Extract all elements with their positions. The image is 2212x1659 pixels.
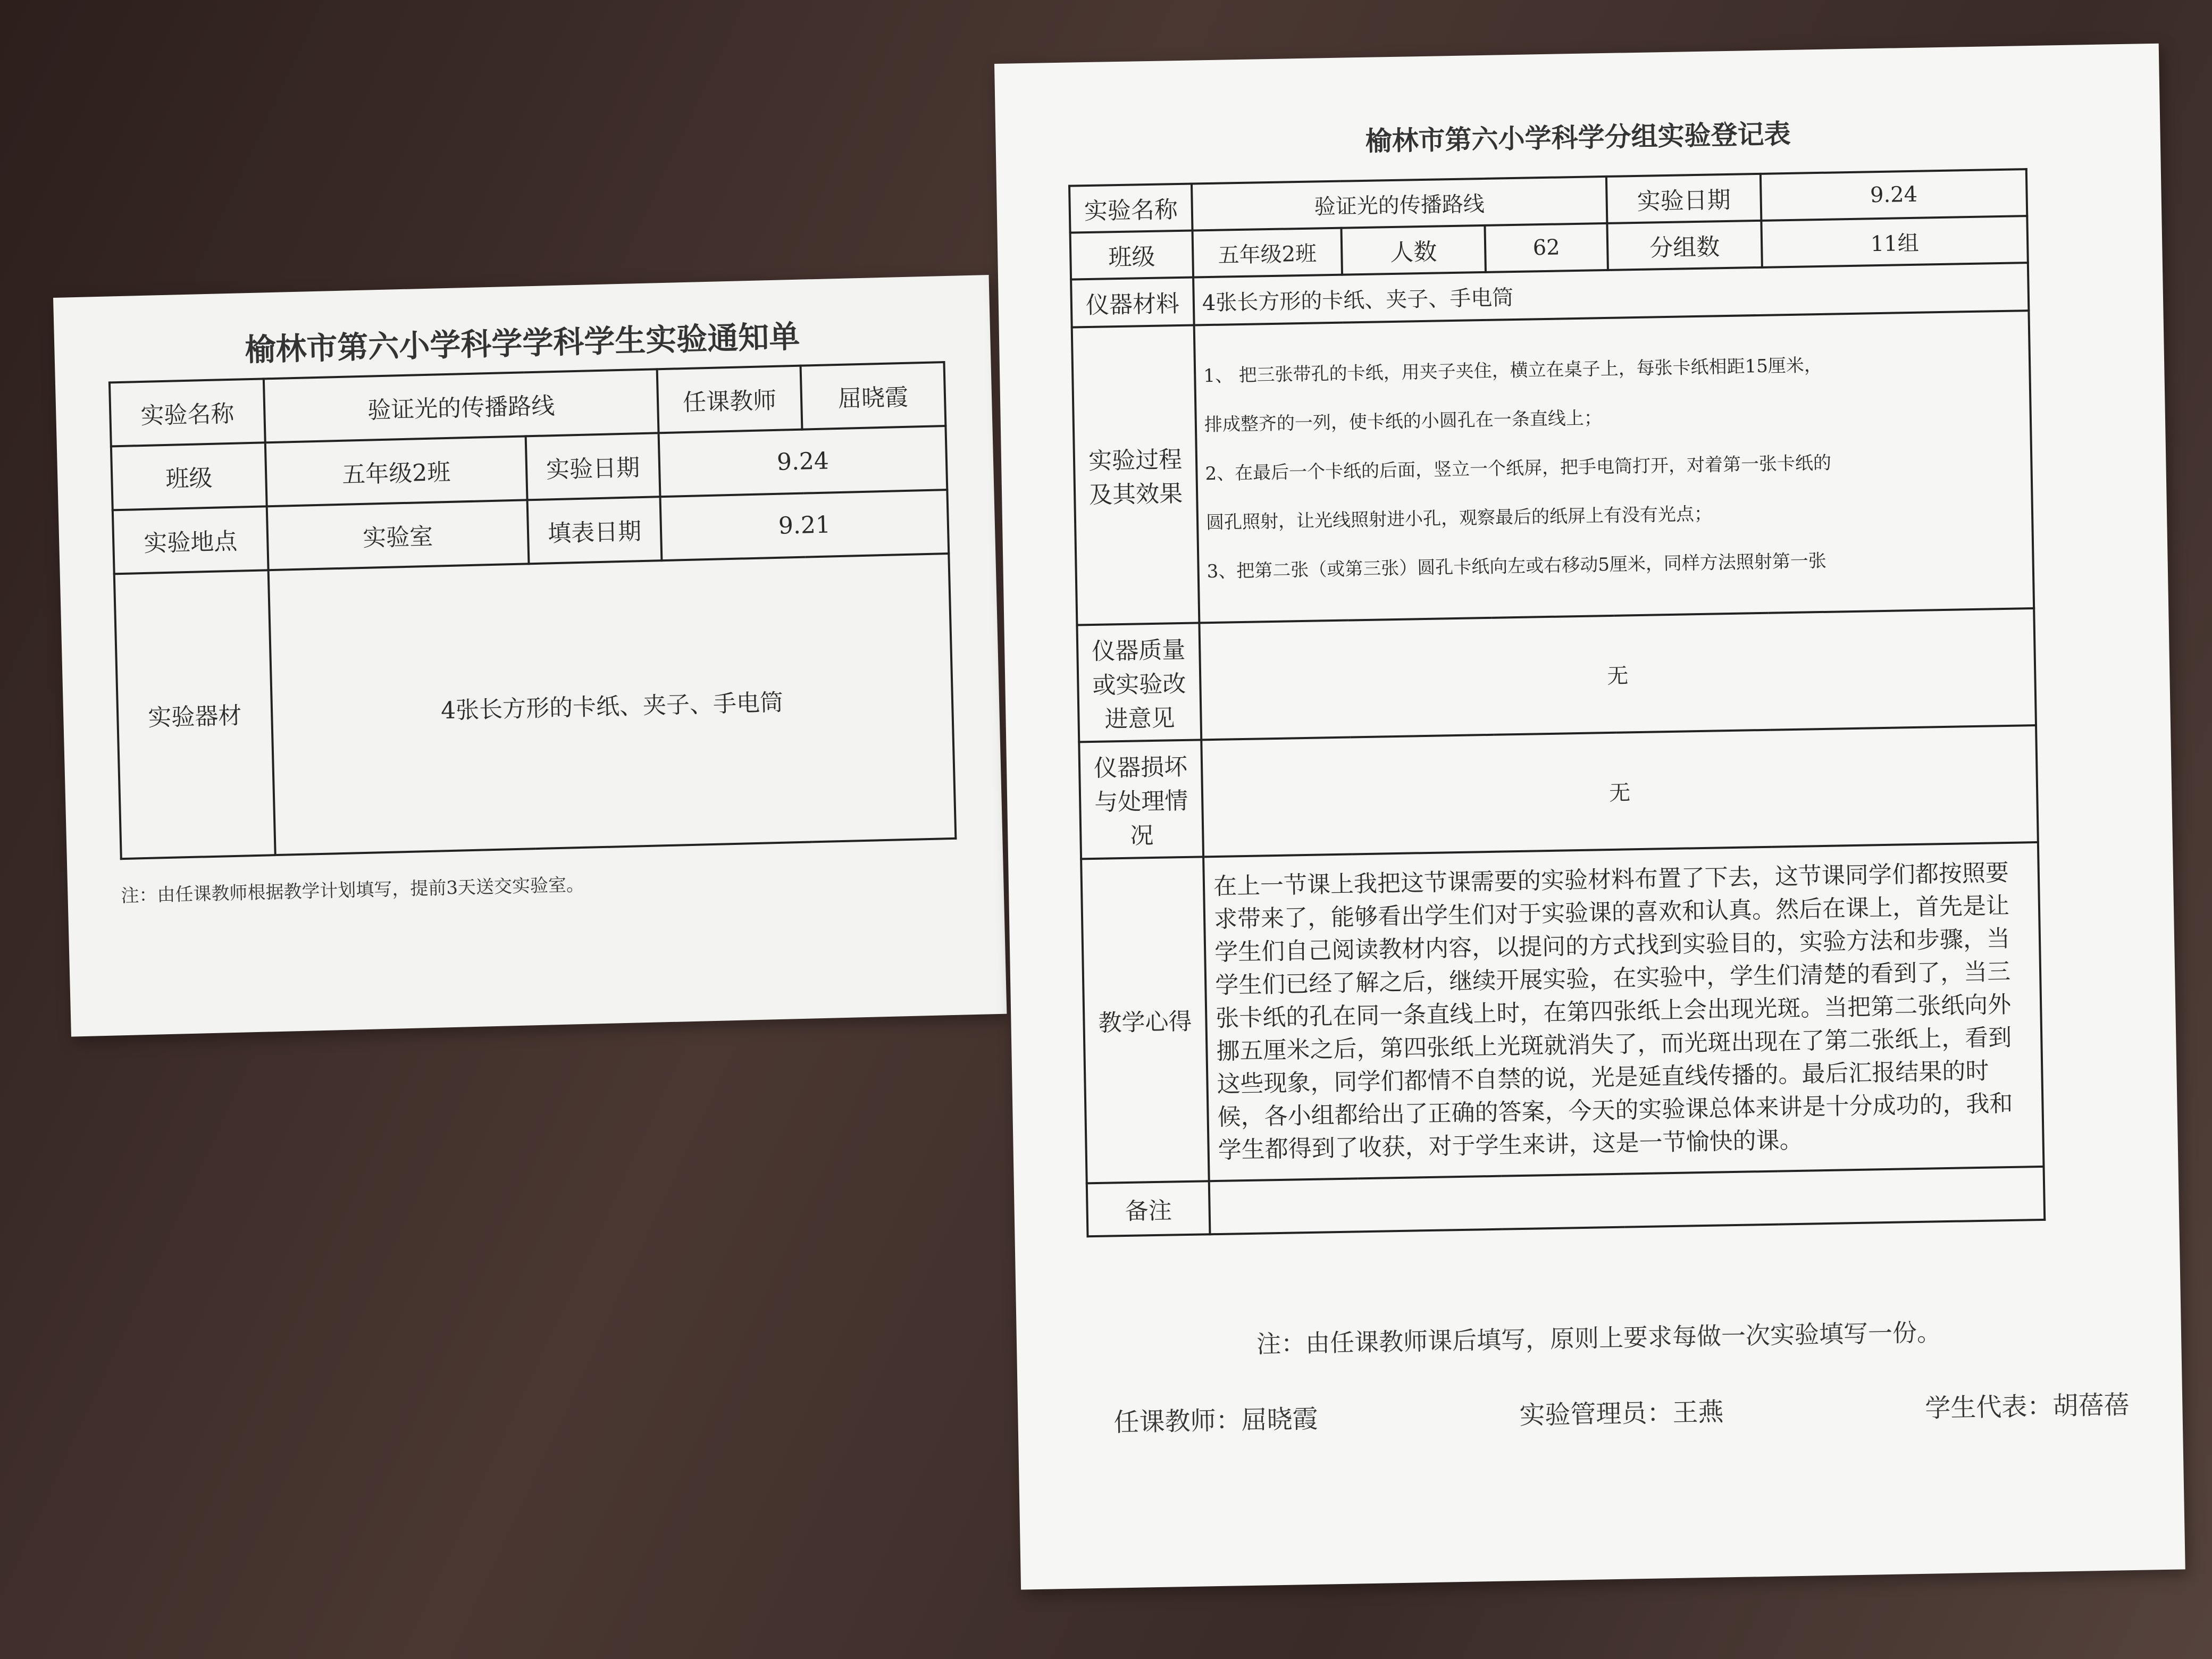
process-steps <box>1194 311 2034 623</box>
teacher-value: 屈晓霞 <box>801 362 946 430</box>
process-step: 圆孔照射，让光线照射进小孔，观察最后的纸屏上有没有光点； <box>1205 503 1713 534</box>
notification-sheet <box>53 275 1007 1037</box>
process-label: 实验过程及其效果 <box>1072 325 1200 625</box>
fill-date-label: 填表日期 <box>527 497 662 564</box>
process-step: 3、把第二张（或第三张）圆孔卡纸向左或右移动5厘米，同样方法照射第一张 <box>1206 550 1827 583</box>
teacher-signature: 任课教师：屈晓霞 <box>1113 1404 1319 1438</box>
class-label: 班级 <box>1070 231 1194 280</box>
sheet-title: 榆林市第六小学科学分组实验登记表 <box>1365 118 1791 157</box>
sheet-title: 榆林市第六小学科学学科学生实验通知单 <box>244 318 801 368</box>
exp-date-value: 9.24 <box>659 426 948 497</box>
process-step: 1、 把三张带孔的卡纸，用夹子夹住，横立在桌子上，每张卡纸相距15厘米， <box>1203 354 1823 387</box>
exp-name-value: 验证光的传播路线 <box>1192 177 1607 231</box>
exp-name-label: 实验名称 <box>110 379 265 446</box>
reflection-text: 在上一节课上我把这节课需要的实验材料布置了下去，这节课同学们都按照要求带来了，能够看出学生们对于实验课的喜欢和认真。然后在课上，首先是让学生们自己阅读教材内容，以提问的方式找到实验目的，实验方法和步骤，当学生们已经了解之后，继续开展实验，在实验中，学生们清楚的看到了，当三张卡纸的孔在同一条直线上时，在第四张纸上会出现光斑。当把第二张纸向外挪五厘米之后，第四张纸上光斑就消失了，而光斑出现在了第二张纸上，看到这些现象，同学们都情不自禁的说，光是延直线传播的。最后汇报结果的时候，各小组都给出了正确的答案，今天的实验课总体来讲是十分成功的，我和学生都得到了收获，对于学生来讲，这是一节愉快的课。 <box>1203 842 2043 1181</box>
process-step: 2、在最后一个卡纸的后面，竖立一个纸屏，把手电筒打开，对着第一张卡纸的 <box>1205 452 1832 485</box>
signature-line <box>1113 1384 2130 1438</box>
groups-value: 11组 <box>1761 216 2027 267</box>
fill-date-value: 9.21 <box>660 490 949 560</box>
process-step: 排成整齐的一列，使卡纸的小圆孔在一条直线上； <box>1204 407 1603 436</box>
count-label: 人数 <box>1341 225 1485 275</box>
reflection-label: 教学心得 <box>1081 857 1209 1183</box>
count-value: 62 <box>1485 223 1608 272</box>
student-signature: 学生代表：胡蓓蓓 <box>1924 1390 2130 1423</box>
registration-sheet <box>994 44 2185 1590</box>
location-label: 实验地点 <box>113 506 269 574</box>
footnote: 注：由任课教师根据教学计划填写，提前3天送交实验室。 <box>121 874 585 907</box>
damage-value: 无 <box>1201 725 2038 857</box>
footnote: 注：由任课教师课后填写，原则上要求每做一次实验填写一份。 <box>1256 1318 1942 1359</box>
exp-date-label: 实验日期 <box>1606 174 1761 223</box>
class-value: 五年级2班 <box>1193 228 1342 278</box>
quality-label: 仪器质量或实验改进意见 <box>1077 623 1201 742</box>
location-value: 实验室 <box>267 500 529 570</box>
materials-value: 4张长方形的卡纸、夹子、手电筒 <box>1193 263 2029 325</box>
remarks-label: 备注 <box>1087 1181 1210 1236</box>
groups-label: 分组数 <box>1607 221 1762 270</box>
quality-value: 无 <box>1199 608 2036 740</box>
admin-signature: 实验管理员：王燕 <box>1519 1397 1724 1431</box>
teacher-label: 任课教师 <box>657 366 802 433</box>
exp-date-label: 实验日期 <box>526 433 660 500</box>
exp-name-label: 实验名称 <box>1069 184 1193 233</box>
equipment-label: 实验器材 <box>114 570 275 859</box>
class-label: 班级 <box>111 442 267 510</box>
damage-label: 仪器损坏与处理情况 <box>1079 740 1203 859</box>
equipment-value: 4张长方形的卡纸、夹子、手电筒 <box>269 554 956 855</box>
materials-label: 仪器材料 <box>1071 278 1194 328</box>
exp-date-value: 9.24 <box>1761 169 2027 221</box>
registration-table <box>1068 168 2046 1237</box>
class-value: 五年级2班 <box>265 436 527 506</box>
notification-table <box>108 361 957 860</box>
exp-name-value: 验证光的传播路线 <box>264 369 659 442</box>
